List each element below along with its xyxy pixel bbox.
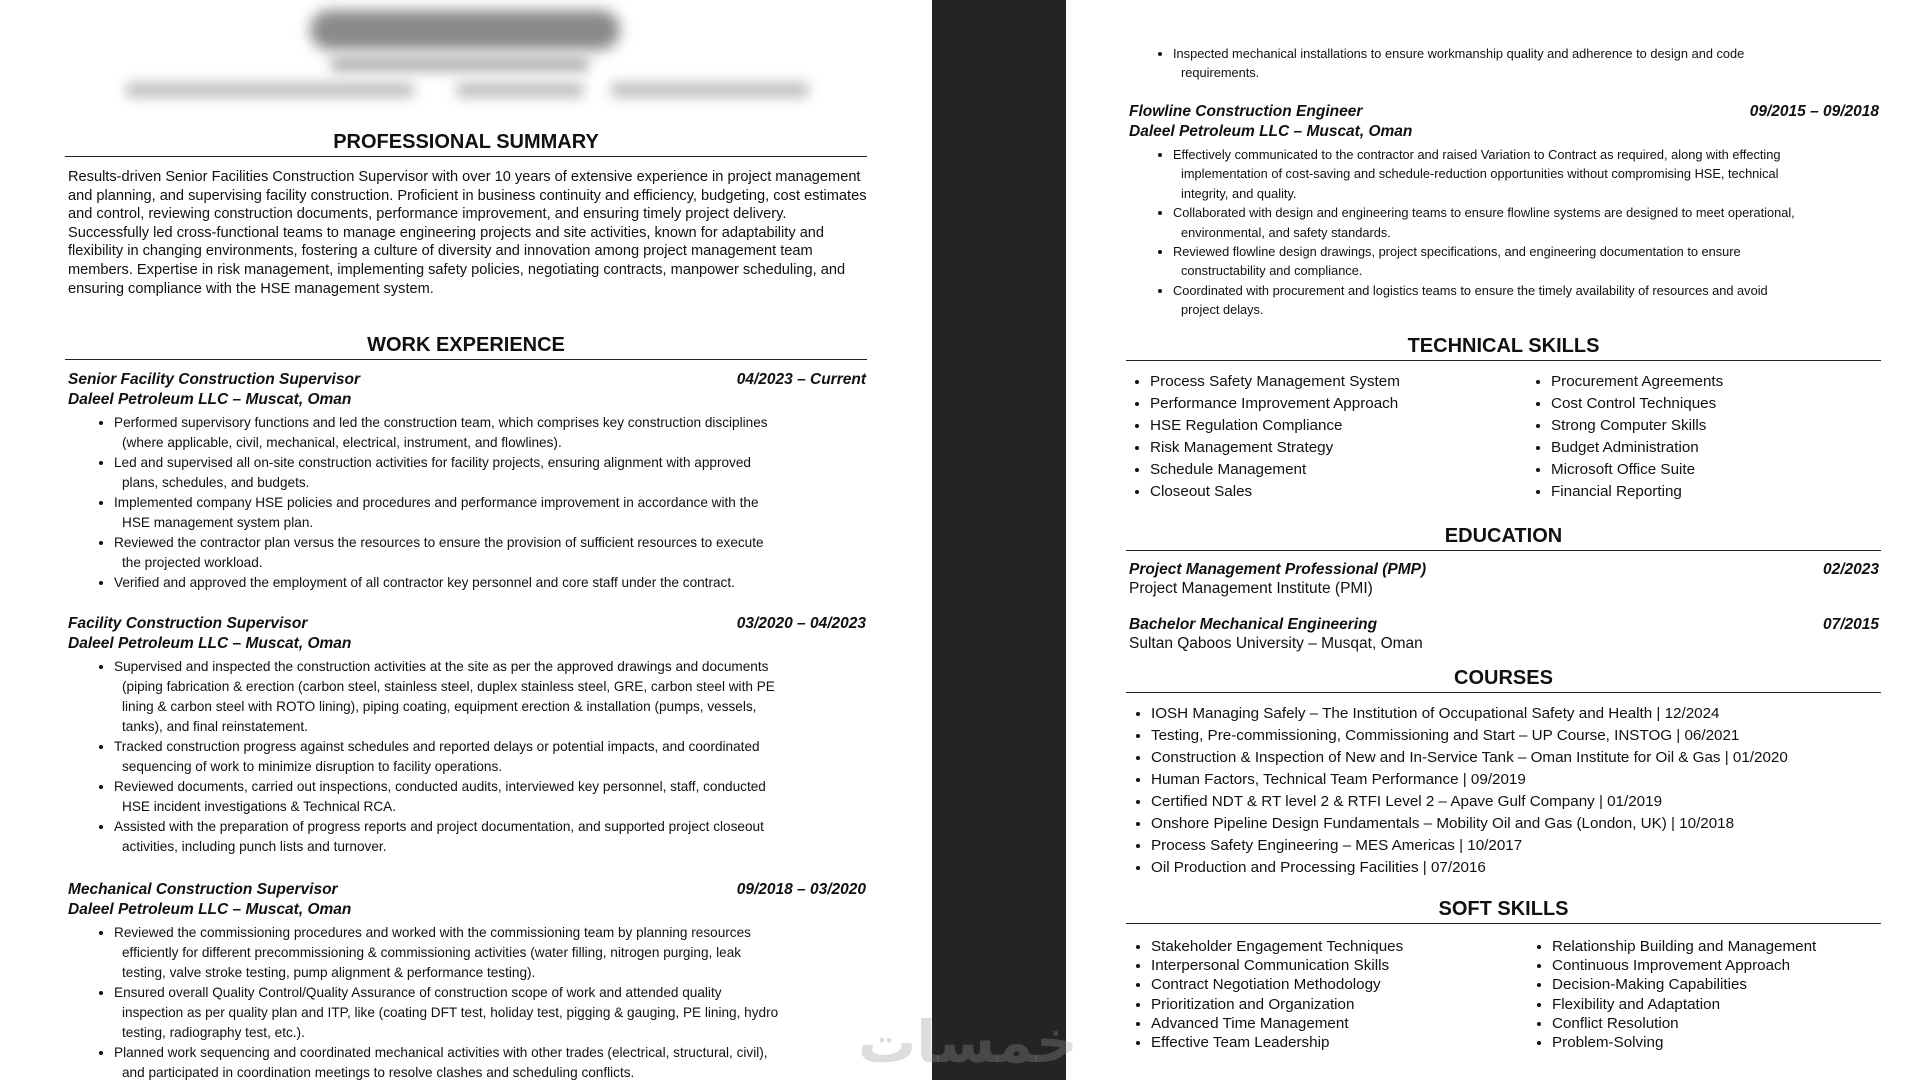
skill-item: • Flexibility and Adaptation [1552, 995, 1816, 1014]
courses-list [1129, 703, 1911, 879]
job-company: Daleel Petroleum LLC – Muscat, Oman [68, 901, 352, 918]
resume-page-left [0, 0, 932, 1080]
skill-item: • Process Safety Management System [1150, 371, 1400, 393]
skill-item: • Schedule Management [1150, 459, 1400, 481]
skill-item: • Continuous Improvement Approach [1552, 956, 1816, 975]
skill-item: • Interpersonal Communication Skills [1151, 956, 1403, 975]
skill-item: • Performance Improvement Approach [1150, 393, 1400, 415]
skill-item: • Cost Control Techniques [1551, 393, 1723, 415]
skill-item: • Advanced Time Management [1151, 1014, 1403, 1033]
job-bullet: • Tracked construction progress against schedules and reported delays or potential impacts, and coordinated sequencing of work to minimize disruption to facility operations. [114, 737, 866, 777]
job-dates: 09/2015 – 09/2018 [1749, 103, 1879, 120]
education-institution: Sultan Qaboos University – Musqat, Oman [1129, 635, 1423, 652]
job-company: Daleel Petroleum LLC – Muscat, Oman [68, 391, 352, 408]
job-bullet: • Ensured overall Quality Control/Quality Assurance of construction scope of work and attended quality inspection as per quality plan and ITP, like (coating DFT test, holiday test, pigging & gauging, PE lining, hydro testing, radiography test, etc.). [114, 983, 866, 1043]
redacted-contact-info [125, 82, 415, 98]
education-degree: Project Management Professional (PMP) [1129, 561, 1427, 578]
education-institution: Project Management Institute (PMI) [1129, 580, 1373, 597]
section-heading-education: EDUCATION [1126, 525, 1881, 551]
course-item: • Human Factors, Technical Team Performance | 09/2019 [1151, 769, 1911, 791]
job-dates: 09/2018 – 03/2020 [736, 881, 866, 898]
job-title: Facility Construction Supervisor [68, 615, 308, 632]
section-heading-soft-skills: SOFT SKILLS [1126, 898, 1881, 924]
skill-item: • Financial Reporting [1551, 481, 1723, 503]
education-entry [1129, 561, 1879, 599]
job-bullet: • Reviewed flowline design drawings, project specifications, and engineering documentation to ensure constructability and compliance. [1173, 242, 1879, 281]
job-bullet: • Planned work sequencing and coordinated mechanical activities with other trades (electrical, structural, civil), and participated in coordination meetings to resolve clashes and scheduling conflicts. [114, 1043, 866, 1080]
job-company: Daleel Petroleum LLC – Muscat, Oman [68, 635, 352, 652]
skill-item: • Decision-Making Capabilities [1552, 975, 1816, 994]
course-item: • IOSH Managing Safely – The Institution of Occupational Safety and Health | 12/2024 [1151, 703, 1911, 725]
skill-item: • Microsoft Office Suite [1551, 459, 1723, 481]
technical-skills-left [1128, 371, 1400, 503]
job-bullet: • Reviewed the contractor plan versus the resources to ensure the provision of sufficient resources to execute the projected workload. [114, 533, 866, 573]
education-entry [1129, 616, 1879, 654]
job-bullet: • Verified and approved the employment of all contractor key personnel and core staff under the contract. [114, 573, 866, 593]
job-continued-bullets [1129, 44, 1879, 83]
page-divider [932, 0, 1066, 1080]
redacted-name [310, 10, 620, 50]
job-bullet: • Assisted with the preparation of progress reports and project documentation, and supported project closeout activities, including punch lists and turnover. [114, 817, 866, 857]
education-date: 02/2023 [1822, 561, 1879, 578]
skill-item: • Risk Management Strategy [1150, 437, 1400, 459]
job-bullet: • Reviewed the commissioning procedures and worked with the commissioning team by planning resources efficiently for different precommissioning & commissioning activities (water filling, nitrogen purging, leak testing, valve stroke testing, pump alignment & performance testing). [114, 923, 866, 983]
course-item: • Onshore Pipeline Design Fundamentals – Mobility Oil and Gas (London, UK) | 10/2018 [1151, 813, 1911, 835]
education-degree: Bachelor Mechanical Engineering [1129, 616, 1378, 633]
soft-skills-right [1530, 937, 1816, 1052]
redacted-contact-header [0, 0, 932, 108]
job-bullet: • Led and supervised all on-site construction activities for facility projects, ensuring alignment with approved plans, schedules, and budgets. [114, 453, 866, 493]
job-bullet: • Supervised and inspected the construction activities at the site as per the approved drawings and documents (piping fabrication & erection (carbon steel, stainless steel, duplex stainless steel, GRE, carbon steel with PE lining & carbon steel with ROTO lining), piping coating, equipment erection & installation (pumps, vessels, tanks), and final reinstatement. [114, 657, 866, 737]
job-title: Mechanical Construction Supervisor [68, 881, 338, 898]
course-item: • Process Safety Engineering – MES Americas | 10/2017 [1151, 835, 1911, 857]
section-heading-technical-skills: TECHNICAL SKILLS [1126, 335, 1881, 361]
skill-item: • Procurement Agreements [1551, 371, 1723, 393]
job-company: Daleel Petroleum LLC – Muscat, Oman [1129, 123, 1413, 140]
education-date: 07/2015 [1822, 616, 1879, 633]
section-heading-summary: PROFESSIONAL SUMMARY [65, 131, 867, 157]
job-bullet: • Performed supervisory functions and led the construction team, which comprises key construction disciplines (where applicable, civil, mechanical, electrical, instrument, and flowlines). [114, 413, 866, 453]
resume-page-right [1066, 0, 1920, 1080]
watermark-logo: خمسات [858, 1008, 1078, 1076]
job-bullet: • Collaborated with design and engineering teams to ensure flowline systems are designed to meet operational, environmental, and safety standards. [1173, 203, 1879, 242]
skill-item: • Closeout Sales [1150, 481, 1400, 503]
skill-item: • Prioritization and Organization [1151, 995, 1403, 1014]
section-heading-experience: WORK EXPERIENCE [65, 334, 867, 360]
job-entry [68, 881, 866, 1080]
job-bullet: • Effectively communicated to the contractor and raised Variation to Contract as required, along with effecting implementation of cost-saving and schedule-reduction opportunities without compromising HSE, technical integrity, and quality. [1173, 145, 1879, 203]
course-item: • Certified NDT & RT level 2 & RTFI Level 2 – Apave Gulf Company | 01/2019 [1151, 791, 1911, 813]
skill-item: • HSE Regulation Compliance [1150, 415, 1400, 437]
job-entry [1129, 103, 1879, 320]
redacted-contact-info [455, 82, 585, 98]
soft-skills-left [1129, 937, 1403, 1052]
skill-item: • Stakeholder Engagement Techniques [1151, 937, 1403, 956]
job-entry [68, 371, 866, 593]
job-title: Flowline Construction Engineer [1129, 103, 1363, 120]
job-bullet: • Reviewed documents, carried out inspections, conducted audits, interviewed key personnel, staff, conducted HSE incident investigations & Technical RCA. [114, 777, 866, 817]
redacted-contact-info [610, 82, 810, 98]
course-item: • Oil Production and Processing Facilities | 07/2016 [1151, 857, 1911, 879]
job-bullet: • Implemented company HSE policies and procedures and performance improvement in accordance with the HSE management system plan. [114, 493, 866, 533]
job-dates: 04/2023 – Current [736, 371, 866, 388]
summary-text: Results-driven Senior Facilities Construction Supervisor with over 10 years of extensive experience in project management and planning, and supervising facility construction. Proficient in business continuity and efficiency, budgeting, cost estimates and control, reviewing construction documents, performance improvement, and ensuring timely project delivery. Successfully led cross-functional teams to manage engineering projects and site activities, known for adaptability and flexibility in changing environments, fostering a culture of diversity and innovation among project management team members. Expertise in risk management, implementing safety policies, negotiating contracts, manpower scheduling, and ensuring compliance with the HSE management system. [68, 169, 867, 297]
course-item: • Construction & Inspection of New and In-Service Tank – Oman Institute for Oil & Gas | 01/2020 [1151, 747, 1911, 769]
skill-item: • Contract Negotiation Methodology [1151, 975, 1403, 994]
job-bullet: • Inspected mechanical installations to ensure workmanship quality and adherence to design and code requirements. [1173, 44, 1879, 83]
job-bullet: • Coordinated with procurement and logistics teams to ensure the timely availability of resources and avoid project delays. [1173, 281, 1879, 320]
job-title: Senior Facility Construction Supervisor [68, 371, 360, 388]
skill-item: • Effective Team Leadership [1151, 1033, 1403, 1052]
skill-item: • Budget Administration [1551, 437, 1723, 459]
job-dates: 03/2020 – 04/2023 [736, 615, 866, 632]
skill-item: • Conflict Resolution [1552, 1014, 1816, 1033]
job-entry [68, 615, 866, 857]
redacted-title [330, 56, 590, 72]
section-heading-courses: COURSES [1126, 667, 1881, 693]
skill-item: • Strong Computer Skills [1551, 415, 1723, 437]
skill-item: • Relationship Building and Management [1552, 937, 1816, 956]
technical-skills-right [1529, 371, 1723, 503]
skill-item: • Problem-Solving [1552, 1033, 1816, 1052]
course-item: • Testing, Pre-commissioning, Commissioning and Start – UP Course, INSTOG | 06/2021 [1151, 725, 1911, 747]
